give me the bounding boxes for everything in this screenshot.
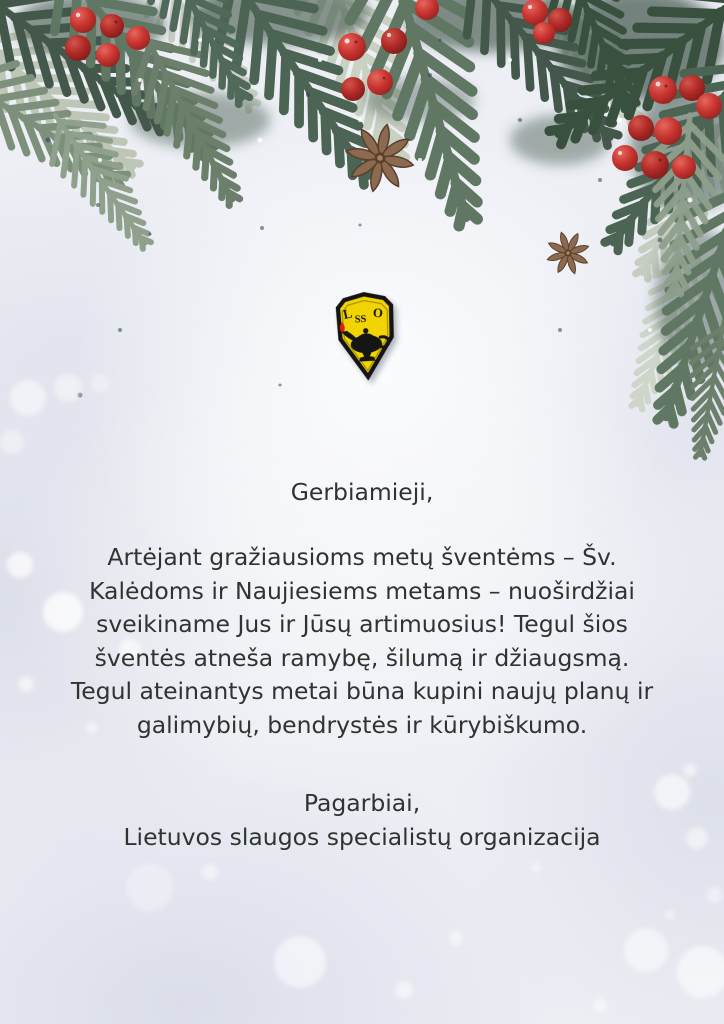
logo-letter-o: O <box>372 305 384 321</box>
greeting-paragraph <box>0 541 724 742</box>
organization-name: Lietuvos slaugos specialistų organizacija <box>123 822 601 851</box>
star-anise-small <box>541 226 596 281</box>
logo-letters-ss: SS <box>354 313 367 326</box>
greeting-line: Artėjant gražiausioms metų šventėms – Šv. <box>107 543 617 571</box>
salutation: Gerbiamieji, <box>290 478 434 506</box>
greeting-line: sveikiname Jus ir Jūsų artimuosius! Tegul šios <box>96 610 628 638</box>
lsso-logo <box>327 289 406 383</box>
greeting-line: Tegul ateinantys metai būna kupini naujų planų ir <box>70 677 654 705</box>
logo-letter-l: L <box>341 305 354 323</box>
signature-block <box>0 787 724 854</box>
greeting-line: galimybių, bendrystės ir kūrybiškumo. <box>136 710 588 739</box>
greeting-line: šventės atneša ramybę, šilumą ir džiaugsmą. <box>94 643 630 672</box>
greeting-line: Kalėdoms ir Naujiesiems metams – nuoširdžiai <box>89 576 635 605</box>
signoff: Pagarbiai, <box>303 789 421 817</box>
